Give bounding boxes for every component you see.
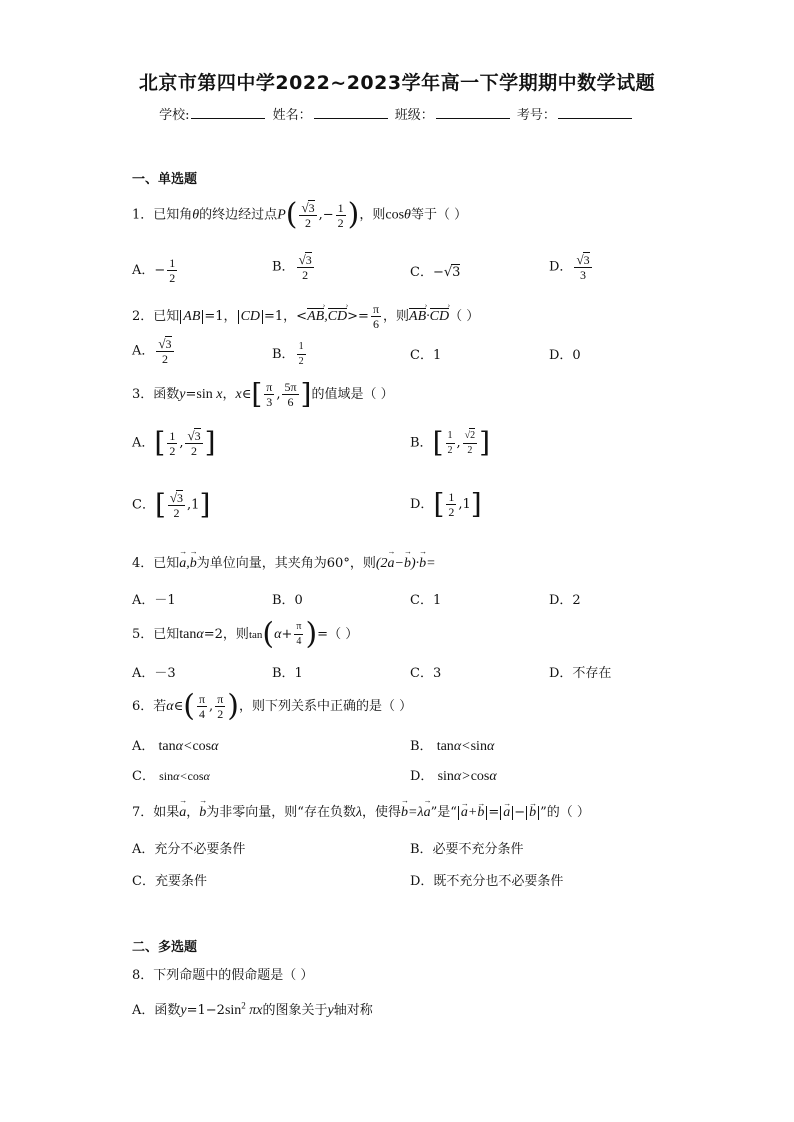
- question-4-option-d[interactable]: D．2: [549, 593, 581, 608]
- question-7-option-a[interactable]: A．充分不必要条件: [132, 842, 246, 857]
- question-7-option-b[interactable]: B．必要不充分条件: [410, 842, 524, 857]
- question-6-option-c[interactable]: C． sinα<cosα: [132, 769, 210, 784]
- class-label: 班级：: [394, 108, 434, 123]
- question-3-option-c[interactable]: C．[ $\frac{√3}{2}$ ,1]: [132, 488, 211, 521]
- question-5-stem: 5．已知tanα=2，则tan(α+ $\frac{\pi}{4}$ )=（ ）: [132, 616, 359, 652]
- question-7-option-d[interactable]: D．既不充分也不必要条件: [410, 874, 564, 889]
- section-multiple-choice: 二、多选题: [132, 940, 198, 955]
- question-3-option-d[interactable]: D．[ $\frac{1}{2}$ ,1]: [410, 487, 482, 521]
- question-1-option-c[interactable]: C．−√3: [410, 265, 461, 280]
- question-3-stem: 3．函数y=sin x，x∈[ $\frac{\pi}{3}$ , $\frac{5\pi}{6}$ ]的值域是（ ）: [132, 377, 394, 411]
- student-info-line: [0, 104, 794, 123]
- question-4-option-c[interactable]: C．1: [410, 593, 442, 608]
- question-2-option-c[interactable]: C．1: [410, 348, 442, 363]
- question-4-stem: 4．已知→ a,→ b为单位向量，其夹角为60°，则(2→ a−→ b)·→ b=: [132, 552, 436, 572]
- question-6-option-a[interactable]: A． tanα<cosα: [132, 739, 219, 754]
- question-5-option-b[interactable]: B．1: [272, 666, 303, 681]
- question-7-option-c[interactable]: C．充要条件: [132, 874, 207, 889]
- question-2-option-a[interactable]: A． $\frac{√3}{2}$: [132, 336, 172, 366]
- question-6-option-b[interactable]: B． tanα<sinα: [410, 739, 495, 754]
- school-blank[interactable]: [191, 106, 265, 119]
- question-5-option-a[interactable]: A．－3: [132, 666, 176, 681]
- class-blank[interactable]: [436, 106, 510, 119]
- question-2-stem: 2．已知 AB =1， CD =1，<› AB,› CD>= $\frac{\pi}{6}$ ，则› AB·› CD（ ）: [132, 302, 479, 331]
- question-6-stem: 6．若α∈( $\frac{\pi}{4}$ , $\frac{\pi}{2}$ )，则下列关系中正确的是（ ）: [132, 688, 413, 724]
- question-1-stem: 1．已知角θ的终边经过点P( $\frac{√3}{2}$ ,− $\frac{1}{2}$ )，则cosθ等于（ ）: [132, 197, 468, 232]
- question-3-option-b[interactable]: B．[ $\frac{1}{2}$ , $\frac{√2}{2}$ ]: [410, 426, 491, 459]
- question-2-option-d[interactable]: D．0: [549, 348, 581, 363]
- question-1-option-d[interactable]: D． $\frac{√3}{3}$: [549, 252, 590, 282]
- section-single-choice: 一、单选题: [132, 172, 198, 187]
- question-4-option-a[interactable]: A．－1: [132, 593, 176, 608]
- name-label: 姓名：: [272, 108, 312, 123]
- question-2-option-b[interactable]: B． $\frac{1}{2}$: [272, 341, 304, 367]
- question-7-stem: 7．如果→ a，→ b为非零向量，则“存在负数λ，使得→ b=λ→ a”是“→ a+→ b =→ a −→ b ”的（ ）: [132, 801, 590, 821]
- question-4-option-b[interactable]: B．0: [272, 593, 303, 608]
- question-1-option-a[interactable]: A．− $\frac{1}{2}$: [132, 256, 176, 285]
- question-8-stem: 8．下列命题中的假命题是（ ）: [132, 968, 314, 983]
- question-1-option-b[interactable]: B． $\frac{√3}{2}$: [272, 252, 312, 282]
- page-title: 北京市第四中学2022~2023学年高一下学期期中数学试题: [138, 72, 656, 94]
- number-blank[interactable]: [558, 106, 632, 119]
- question-5-option-c[interactable]: C．3: [410, 666, 442, 681]
- name-blank[interactable]: [314, 106, 388, 119]
- question-8-option-a[interactable]: A．函数$y=1-2\sin^2$ πx的图象关于y轴对称: [132, 1000, 373, 1018]
- question-5-option-d[interactable]: D．不存在: [549, 666, 612, 681]
- school-label: 学校:: [159, 108, 190, 123]
- question-6-option-d[interactable]: D． sinα>cosα: [410, 769, 497, 784]
- number-label: 考号：: [516, 108, 556, 123]
- question-3-option-a[interactable]: A．[ $\frac{1}{2}$ , $\frac{√3}{2}$ ]: [132, 426, 216, 459]
